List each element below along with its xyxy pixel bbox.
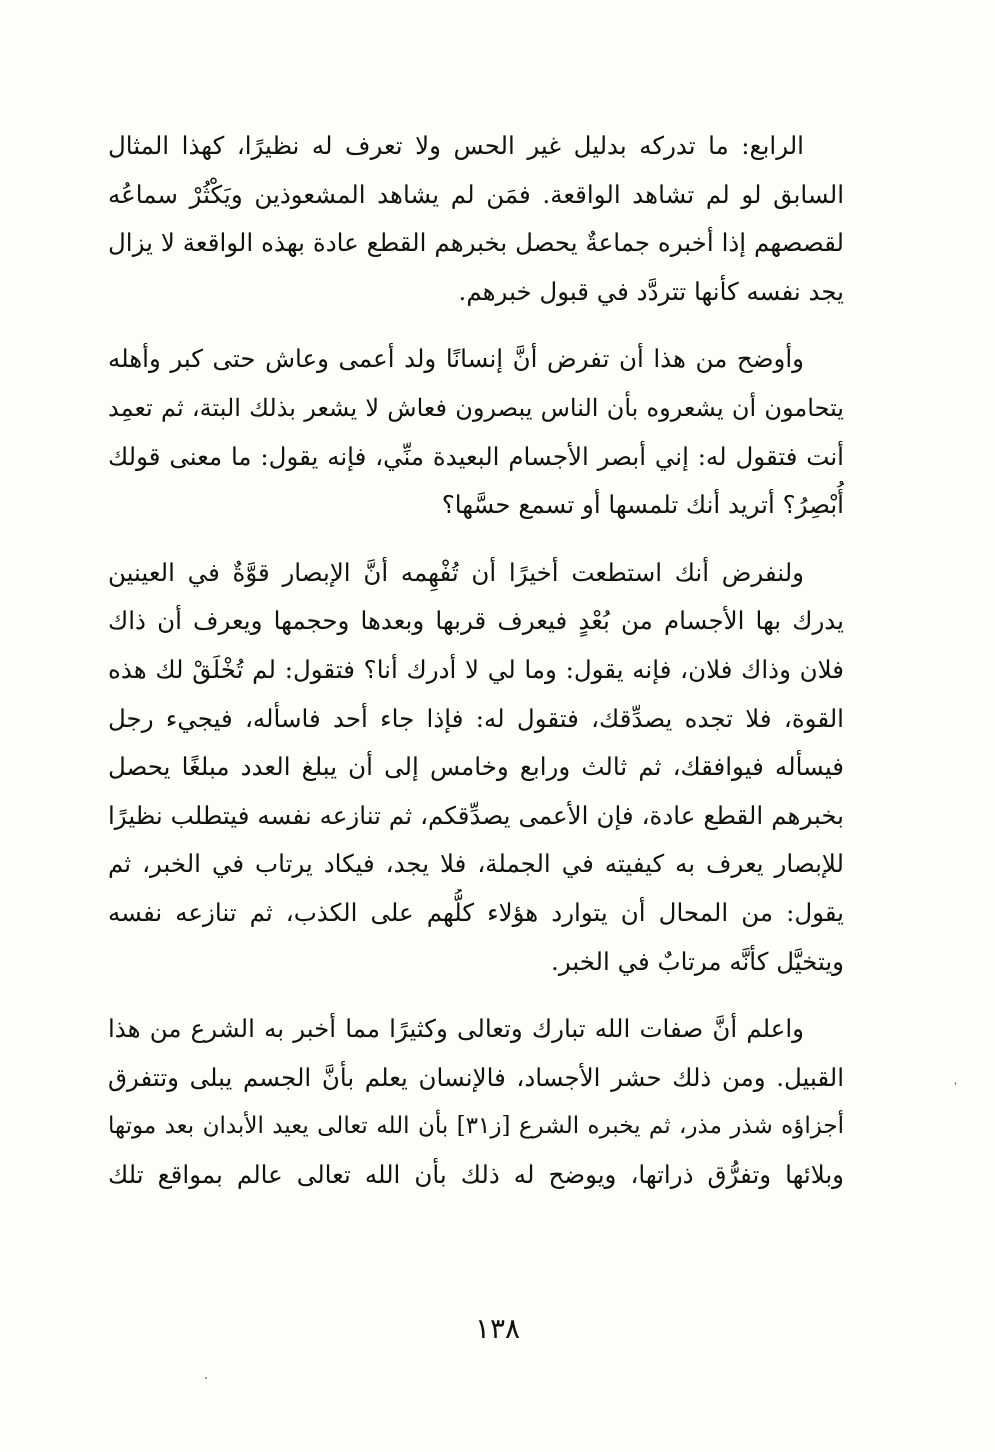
text-line: القوة، فلا تجده يصدِّقك، فتقول له: فإذا جاء أحد فاسأله، فيجيء رجل — [108, 703, 844, 733]
text-line: واعلم أنَّ صفات الله تبارك وتعالى وكثيرًا مما أخبر به الشرع من هذا — [108, 1014, 804, 1044]
text-line: يقول: من المحال أن يتوارد هؤلاء كلُّهم على الكذب، ثم تنازعه نفسه — [108, 897, 844, 927]
text-line: القبيل. ومن ذلك حشر الأجساد، فالإنسان يعلم بأنَّ الجسم يبلى وتتفرق — [108, 1062, 844, 1092]
page-number: ١٣٨ — [474, 1312, 521, 1345]
text-line: السابق لو لم تشاهد الواقعة. فمَن لم يشاهد المشعوذين ويَكْثُرْ سماعُه — [108, 179, 844, 209]
text-line: يجد نفسه كأنها تتردَّد في قبول خبرهم. — [458, 276, 844, 306]
paragraph-3 — [108, 549, 844, 986]
paragraph-4 — [108, 1005, 844, 1199]
body-text — [108, 122, 844, 1218]
text-line: لقصصهم إذا أخبره جماعةٌ يحصل بخبرهم القطع عادة بهذه الواقعة لا يزال — [108, 228, 844, 258]
text-line: ويتخيَّل كأنَّه مرتابٌ في الخبر. — [551, 946, 844, 976]
text-line: الرابع: ما تدركه بدليل غير الحس ولا تعرف له نظيرًا، كهذا المثال — [108, 131, 804, 160]
text-line: بخبرهم القطع عادة، فإن الأعمى يصدِّقكم، ثم تنازعه نفسه فيتطلب نظيرًا — [108, 800, 844, 830]
text-line: للإبصار يعرف به كيفيته في الجملة، فلا يجد، فيكاد يرتاب في الخبر، ثم — [108, 849, 844, 879]
text-line: يتحامون أن يشعروه بأن الناس يبصرون فعاش لا يشعر بذلك البتة، ثم تعمِد — [108, 393, 844, 422]
paragraph-2 — [108, 335, 844, 529]
text-line: أجزاؤه شذر مذر، ثم يخبره الشرع [ز٣١] بأن الله تعالى يعيد الأبدان بعد موتها — [108, 1113, 844, 1140]
text-line: وبلائها وتفرُّق ذراتها، ويوضح له ذلك بأن الله تعالى عالم بمواقع تلك — [108, 1159, 844, 1189]
text-line: ولنفرض أنك استطعت أخيرًا أن تُفْهِمه أنَّ الإبصار قوَّةٌ في العينين — [108, 557, 804, 587]
text-line: فيسأله فيوافقك، ثم ثالث ورابع وخامس إلى أن يبلغ العدد مبلغًا يحصل — [108, 752, 844, 782]
text-line: فلان وذاك فلان، فإنه يقول: وما لي لا أدرك أنا؟ فتقول: لم تُخْلَقْ لك هذه — [108, 654, 844, 684]
paragraph-1 — [108, 122, 844, 316]
scan-speck — [955, 1082, 956, 1085]
text-line: أنت فتقول له: إني أبصر الأجسام البعيدة منِّي، فإنه يقول: ما معنى قولك — [108, 441, 844, 471]
text-line: وأوضح من هذا أن تفرض أنَّ إنسانًا ولد أعمى وعاش حتى كبر وأهله — [108, 344, 804, 374]
text-line: أُبْصِرُ؟ أتريد أنك تلمسها أو تسمع حسَّها؟ — [441, 490, 844, 520]
scan-speck — [205, 1377, 207, 1379]
text-line: يدرك بها الأجسام من بُعْدٍ فيعرف قربها وبعدها وحجمها ويعرف أن ذاك — [108, 606, 844, 636]
